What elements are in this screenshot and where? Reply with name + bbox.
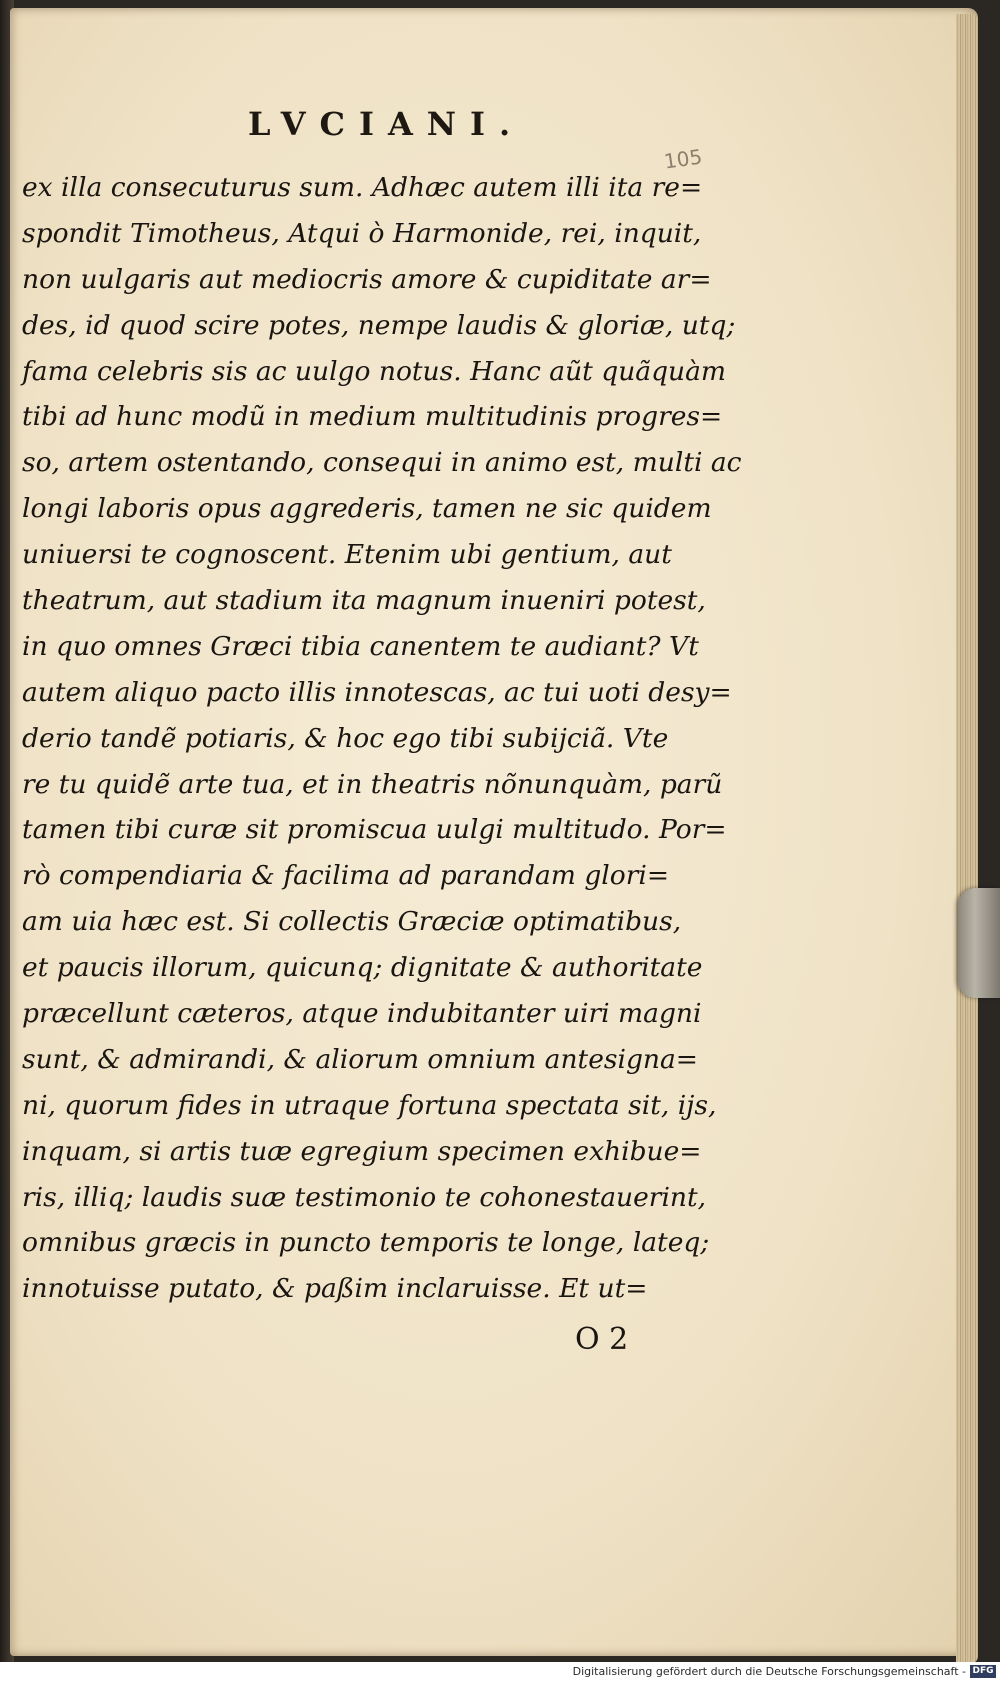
text-line: autem aliquo pacto illis innotescas, ac tui uoti desy= [22,676,732,708]
text-line: theatrum, aut stadium ita magnum inueniri potest, [22,585,706,617]
text-line: ris, illiq; laudis suæ testimonio te cohonestauerint, [22,1181,707,1213]
text-line: in quo omnes Græci tibia canentem te audiant? Vt [22,630,699,662]
text-line: inquam, si artis tuæ egregium specimen exhibue= [22,1135,702,1167]
text-line: sunt, & admirandi, & aliorum omnium antesigna= [22,1043,698,1075]
text-line: spondit Timotheus, Atqui ò Harmonide, rei, inquit, [22,217,702,249]
handwritten-folio-number: 105 [662,144,704,174]
text-line: des, id quod scire potes, nempe laudis & gloriæ, utq; [22,309,736,341]
signature-mark: O 2 [575,1322,629,1357]
text-line: et paucis illorum, quicunq; dignitate & authoritate [22,952,703,984]
footer-bar [0,1662,1000,1682]
text-line: tibi ad hunc modũ in medium multitudinis progres= [22,401,723,433]
page-edges [956,14,978,1662]
text-line: tamen tibi curæ sit promiscua uulgi multitudo. Por= [22,814,727,846]
text-line: fama celebris sis ac uulgo notus. Hanc aũt quãquàm [22,355,727,387]
text-line: omnibus græcis in puncto temporis te longe, lateq; [22,1227,710,1259]
text-line: longi laboris opus aggrederis, tamen ne sic quidem [22,493,712,525]
text-line: re tu quidẽ arte tua, et in theatris nõnunquàm, parũ [22,768,723,800]
text-line: rò compendiaria & facilima ad parandam glori= [22,860,670,892]
footer-credit: Digitalisierung gefördert durch die Deutsche Forschungsgemeinschaft - [572,1665,966,1678]
text-line: derio tandẽ potiaris, & hoc ego tibi subijciã. Vte [22,722,669,754]
text-line: uniuersi te cognoscent. Etenim ubi gentium, aut [22,539,672,571]
text-line: am uia hæc est. Si collectis Græciæ optimatibus, [22,906,682,938]
text-line: ex illa consecuturus sum. Adhæc autem illi ita re= [22,172,703,203]
text-line: ni, quorum fides in utraque fortuna spectata sit, ijs, [22,1089,717,1121]
dfg-logo: DFG [970,1665,996,1678]
clip-tab [958,888,1000,998]
text-line: non uulgaris aut mediocris amore & cupiditate ar= [22,263,712,295]
text-line: so, artem ostentando, consequi in animo est, multi ac [22,447,742,479]
running-title: LVCIANI. [248,105,525,143]
text-line: præcellunt cæteros, atque indubitanter uiri magni [22,998,702,1030]
body-text [22,165,742,1312]
text-line: innotuisse putato, & paßim inclaruisse. Et ut= [22,1273,648,1305]
